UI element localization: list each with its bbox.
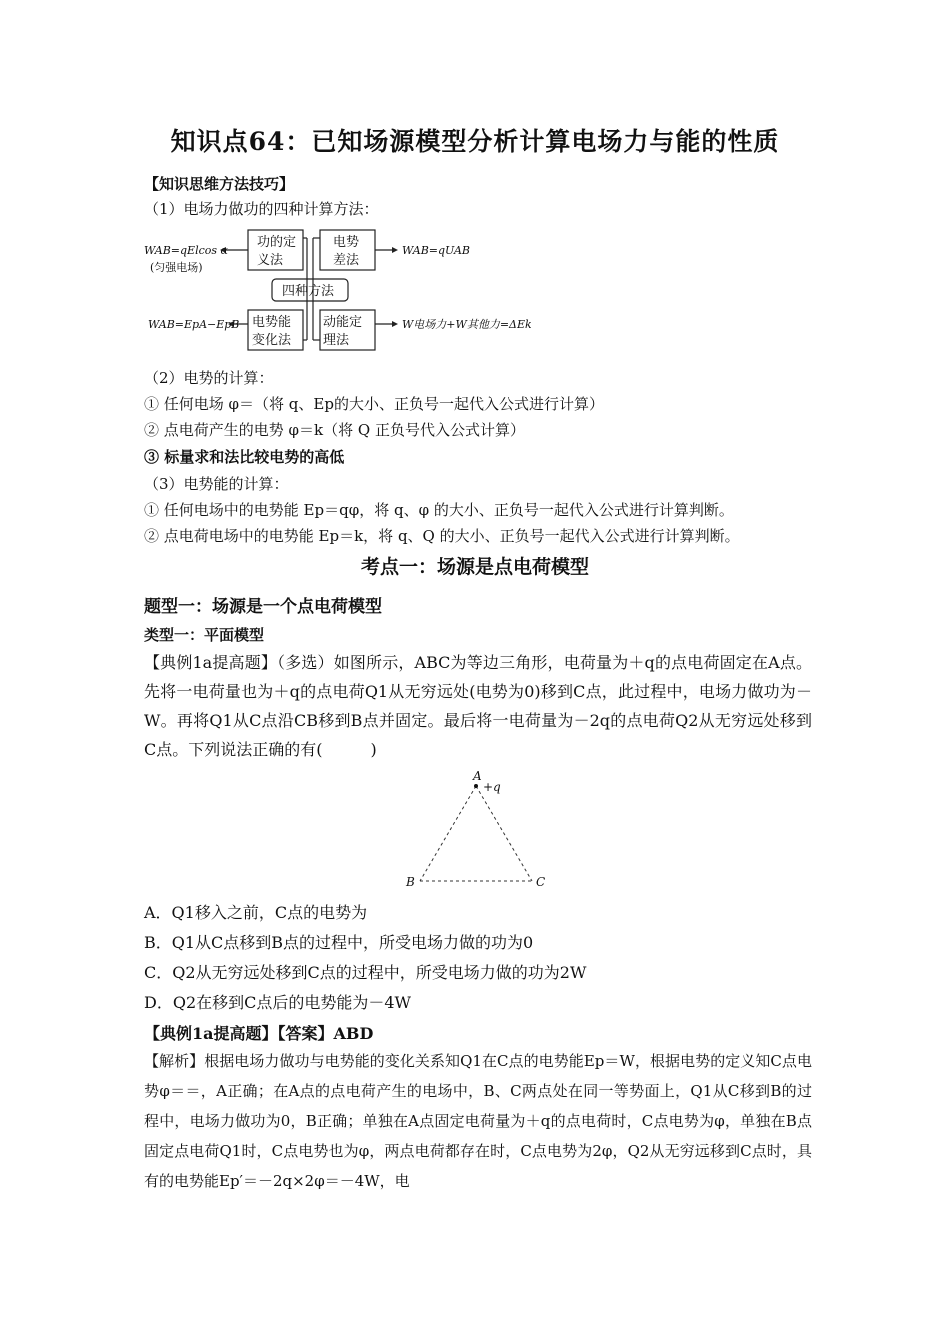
option-c: C．Q2从无穷远处移到C点的过程中，所受电场力做的功为2W — [144, 963, 587, 982]
box-bl-line1: 电势能 — [252, 315, 292, 330]
question-text: 【典例1a提高题】（多选）如图所示，ABC为等边三角形，电荷量为＋q的点电荷固定在A点。先将一电荷量也为＋q的点电荷Q1从无穷远处(电势为0)移到C点，此过程中，电场力做功为－W。再将Q1从C点沿CB移到B点并固定。最后将一电荷量为－2q的点电荷Q2从无穷远处移到C点。下列说法正确的有( ) — [144, 653, 812, 759]
section-1-heading: （1）电场力做功的四种计算方法： — [144, 200, 379, 218]
option-a: A．Q1移入之前，C点的电势为 — [144, 903, 368, 922]
label-tl-formula: WAB=qElcos α — [144, 244, 228, 257]
triangle-figure — [400, 768, 560, 894]
section-3-item-1: ① 任何电场中的电势能 Ep＝qφ，将 q、φ 的大小、正负号一起代入公式进行计算判断。 — [144, 501, 734, 519]
analysis-text: 【解析】根据电场力做功与电势能的变化关系知Q1在C点的电势能Ep＝W，根据电势的定义知C点电势φ＝＝，A正确；在A点的点电荷产生的电场中，B、C两点处在同一等势面上，Q1从C移到B的过程中，电场力做功为0，B正确；单独在A点固定电荷量为＋q的点电荷时，C点电势为φ，单独在B点固定点电荷Q1时，C点电势也为φ，两点电荷都存在时，C点电势为2φ，Q2从无穷远移到C点时，具有的电势能Ep′＝－2q×2φ＝－4W，电 — [144, 1052, 812, 1190]
box-center-label: 四种方法 — [282, 284, 335, 299]
section-3-heading: （3）电势能的计算： — [144, 475, 289, 493]
vertex-c-label: C — [536, 875, 546, 889]
vertex-a-label: A — [473, 769, 482, 783]
label-br-formula: W电场力+W其他力=ΔEk — [402, 318, 532, 331]
box-tr-line2: 差法 — [333, 253, 360, 268]
box-tl-line1: 功的定 — [257, 235, 297, 250]
box-br-line2: 理法 — [323, 333, 350, 348]
four-methods-diagram — [140, 224, 560, 356]
kaodian-heading: 考点一：场源是点电荷模型 — [360, 556, 589, 578]
charge-label: +q — [483, 780, 501, 794]
section-header: 【知识思维方法技巧】 — [144, 175, 295, 193]
tixing-heading: 题型一：场源是一个点电荷模型 — [144, 597, 382, 617]
label-tr-formula: WAB=qUAB — [402, 244, 471, 257]
leixing-heading: 类型一：平面模型 — [144, 626, 265, 644]
box-tr-line1: 电势 — [333, 235, 360, 250]
answer-line: 【典例1a提高题】【答案】ABD — [144, 1024, 374, 1043]
box-tl-line2: 义法 — [257, 253, 284, 268]
point-charge-a — [474, 784, 478, 788]
vertex-b-label: B — [406, 875, 415, 889]
section-2-item-3: ③ 标量求和法比较电势的高低 — [144, 448, 345, 466]
box-bl-line2: 变化法 — [252, 333, 292, 348]
section-3-item-2: ② 点电荷电场中的电势能 Ep＝k，将 q、Q 的大小、正负号一起代入公式进行计算判断。 — [144, 527, 740, 545]
section-2-item-1: ① 任何电场 φ＝（将 q、Ep的大小、正负号一起代入公式进行计算） — [144, 395, 604, 413]
page-title: 知识点64：已知场源模型分析计算电场力与能的性质 — [170, 127, 780, 156]
option-b: B．Q1从C点移到B点的过程中，所受电场力做的功为0 — [144, 933, 534, 952]
label-bl-formula: WAB=EpA−EpB — [148, 318, 240, 331]
section-2-heading: （2）电势的计算： — [144, 369, 274, 387]
section-2-item-2: ② 点电荷产生的电势 φ＝k（将 Q 正负号代入公式计算） — [144, 421, 525, 439]
option-d: D．Q2在移到C点后的电势能为－4W — [144, 993, 411, 1012]
label-tl-note: (匀强电场) — [150, 261, 203, 274]
box-br-line1: 动能定 — [323, 315, 363, 330]
